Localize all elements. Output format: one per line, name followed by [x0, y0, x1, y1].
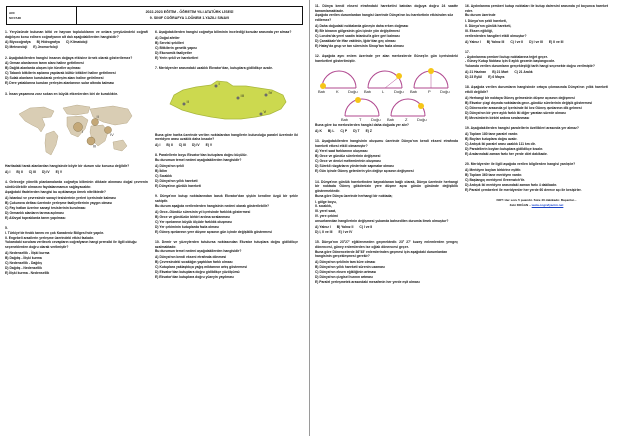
q18-option-a[interactable]: A) Herhangi bir noktaya Güneş gelmesinin düşme açısının değişmesi — [465, 95, 575, 100]
question-13 — [315, 139, 458, 175]
q8-option-a[interactable]: A) Dünya'nın şekli — [155, 163, 184, 168]
q3-option-e[interactable]: E) V — [55, 170, 63, 175]
q12-option-b[interactable]: B) L — [327, 128, 335, 133]
arc-p-west: Batı — [410, 88, 418, 94]
q1-option-b[interactable]: B) Hidrografya — [36, 40, 60, 45]
q5-option-e[interactable]: E) İlişki kurma - Nedensellik — [5, 271, 50, 276]
question-19 — [465, 126, 608, 157]
question-10 — [155, 240, 298, 280]
q10-options — [155, 255, 298, 280]
q4-option-b[interactable]: B) Çukurova deltası üzerinde yerleşme faaliyetlerinin yaygın olması — [5, 200, 113, 205]
q20-option-d[interactable]: D) Ardışık iki meridyen arasındaki zaman farkı 4 dakikadır. — [465, 182, 558, 187]
arc-row-top — [315, 66, 458, 94]
q2-option-e[interactable]: E) Dere yataklarına kurulan yerleşim alanlarının sular altında kalması — [5, 81, 115, 86]
q18-options — [465, 96, 608, 121]
q7-option-a[interactable]: A) I — [155, 143, 161, 148]
q6-number: 6. — [155, 30, 158, 34]
q12-option-c[interactable]: C) P — [340, 128, 348, 133]
question-15 — [315, 240, 458, 285]
q9-option-a[interactable]: A) Gece–Gündüz süresinin yıl içerisinde farklılık göstermesi — [155, 209, 251, 214]
arc-z-east: Doğu — [417, 116, 427, 122]
q15-option-e[interactable]: E) Paralel yerleşmetek arasındaki mesafenin her yerde eşit olması — [315, 280, 420, 285]
q17-number: 17. — [465, 49, 470, 54]
question-2 — [5, 56, 148, 87]
question-18 — [465, 85, 608, 121]
q14-stem: Buna göre Dünya üzerinde herhangi bir noktada; — [315, 193, 393, 198]
page1-columns — [5, 30, 304, 285]
q3-number: 3. — [5, 91, 8, 96]
arc-l-east: Doğu — [394, 88, 404, 94]
q8-option-e[interactable]: E) Dünya'nın günlük hareketi — [155, 184, 201, 189]
question-6 — [155, 30, 298, 61]
q16-option-a[interactable]: A) Yalnız I — [465, 39, 481, 44]
arc-label-k: K — [336, 88, 339, 94]
surname-label: SOYADI — [9, 15, 22, 20]
page2-column-1 — [315, 4, 458, 290]
q19-option-e[interactable]: E) Aralarındaki zaman farkı her yerde dört dakikadır. — [465, 151, 548, 156]
q9-stem: Bu durum aşağıda verilenlerden hangisinin nedeni olarak gösterilebilir? — [155, 203, 270, 208]
q13-text: Aşağıdakilerden hangisinin oluşumu üzerinde Dünya'nın kendi ekseni etrafında hareketi etkesi etkili olmamıştır? — [315, 138, 458, 148]
q3-option-a[interactable]: A) I — [5, 170, 11, 175]
q15-text: Dünya'nın 23°27' eğiklenmeden geçmektedir. 23° 27' kuzey enlemlerden yengeç dönencesi, güney enlemlerden ise oğlak dönencesi geçer. — [315, 240, 458, 249]
q3-followup: Haritadaki tarak alanlardan hangisinde böyle bir durum söz konusu değildir? — [5, 164, 130, 169]
q5-options — [5, 251, 148, 276]
q20-options — [465, 168, 608, 193]
q12-followup: Buna göre bu merkezlerden hangisi daha doğuda yer alır? — [315, 122, 409, 127]
q11-text: Dünya kendi ekseni etrafındaki hareketini batıdan doğuya doğru 24 saatte tamamlamaktadır. — [315, 4, 458, 13]
q13-number: 13. — [315, 138, 320, 143]
q13-option-a[interactable]: A) Yerel saat farklarının oluşması — [315, 149, 368, 154]
q12-text: Aşağıda aynı enlem üzerinde yer alan merkezlerde Güneş'in gün içerisindeki hareketleri gösterilmiştir. — [315, 54, 458, 64]
question-1 — [5, 30, 148, 51]
q17-option-d[interactable]: D) 23 Eylül — [465, 75, 483, 80]
q12-option-d[interactable]: D) T — [353, 128, 360, 133]
q5-option-c[interactable]: C) Nedensellik - Dağılış — [5, 261, 42, 266]
q1-text: Yeryüzünde bulunan bitki ve hayvan topluluklarını ve onlara yeryüzündeki coğrafi dağılışını konu edinen coğrafyanın alt dalı aşağıdakilerden hangisidir? — [5, 30, 148, 39]
q14-number: 14. — [315, 179, 320, 184]
q9-option-c[interactable]: C) Yer ışınlarının büyük ölçüde farklılık oluşması — [155, 219, 232, 224]
q16-stem-2: verilenlerden hangileri etkili olmuştur? — [465, 33, 527, 38]
q17-option-e[interactable]: E) 6 Mayıs — [488, 75, 505, 80]
q8-stem: Bu durumun temel nedeni aşağıdakilerden hangisidir? — [155, 158, 242, 163]
world-marker-2: II — [96, 114, 99, 120]
question-3 — [5, 92, 148, 175]
q16-option-b[interactable]: B) Yalnız III — [486, 39, 505, 44]
q8-number: 8. — [155, 153, 158, 158]
q11-option-c[interactable]: C) Londra'da yerel saatin İstanbul'a göre geri kalması — [315, 34, 400, 39]
q13-option-c[interactable]: C) Gece ve denizi meltemlerinin oluşması — [315, 159, 381, 164]
q9-options — [155, 210, 298, 235]
q19-number: 19. — [465, 126, 470, 131]
q16-premise-3: III. Eksen eğikliği, — [465, 29, 493, 33]
question-9 — [155, 194, 298, 234]
arc-t-west: Batı — [341, 116, 349, 122]
q4-option-d[interactable]: D) Ormanlık alanların tarıma açılması — [5, 210, 64, 215]
question-4 — [5, 180, 148, 220]
arc-row-bottom — [315, 94, 458, 122]
q15-number: 15. — [315, 240, 320, 245]
page1-column-1 — [5, 30, 148, 285]
q14-premise-3: III. yerel saat, — [315, 209, 337, 214]
q11-option-a[interactable]: A) Daha doğudaki noktalarda güneşin daha erken doğması — [315, 24, 409, 29]
exam-footer — [465, 198, 608, 208]
question-5 — [5, 226, 148, 276]
q20-option-e[interactable]: E) Paralel çemberleri ile meridyenler her yerde 60 derece açı ile kesişirler. — [465, 187, 582, 192]
q13-options — [315, 149, 458, 174]
q17-options — [465, 70, 608, 80]
turkey-marker-2: II — [186, 98, 189, 104]
q19-text: Aşağıdakilerden hangisi paralellerin özellikleri arasında yer almaz? — [470, 126, 579, 131]
q6-option-b[interactable]: B) Servisi şekilleri — [155, 40, 184, 45]
question-20 — [465, 162, 608, 193]
q10-stem: Bu durumun temel nedeni aşağıdakilerden hangisidir? — [155, 249, 242, 254]
q11-options — [315, 24, 458, 49]
q14-option-d[interactable]: D) I, II ve III — [315, 229, 333, 234]
question-12 — [315, 54, 458, 133]
q19-options — [465, 132, 608, 157]
turkey-marker-4: IV — [268, 89, 272, 95]
q18-option-d[interactable]: D) Dünya'nın bir yere aylık farklı iki diğer yaratan sürede olması — [465, 110, 566, 115]
q5-option-d[interactable]: D) Dağılış - Nedensellik — [5, 266, 42, 271]
q1-option-d[interactable]: D) Meteoroloji — [5, 45, 28, 50]
q2-text: Aşağıdakilerden hangisi insanın doğaya etkisine örnek olarak gösterilemez? — [8, 55, 133, 60]
q19-option-a[interactable]: A) Toplam 180 tane paralel vardır. — [465, 131, 519, 136]
q10-text: Demir ve yüzeylerden tutulursa noktasından Ekvator tutuşlara doğru gidildikçe azalmaktadır. — [155, 239, 298, 249]
q14-option-e[interactable]: E) I ve IV — [338, 229, 353, 234]
q14-premise-2: II. sıcaklık, — [315, 204, 332, 209]
q2-option-c[interactable]: C) Tabanlı bitkilerin aşılama yapılarak kültür bitkileri haline getirilmesi — [5, 71, 116, 76]
q9-option-b[interactable]: B) Gece ve gündüzün birbiri ardına sıralanması — [155, 214, 230, 219]
q4-stem: Aşağıdaki ifadelerden hangisi bu açıklamaya örnek niteliktedir? — [5, 189, 106, 194]
turkey-marker-1: I — [218, 80, 220, 86]
q11-stem: Aşağıda verilen durumlardan hangisi üzerinde Dünya'nın bu hareketinin etkisinden söz edilemez? — [315, 13, 454, 23]
q2-option-a[interactable]: A) Orman alanlarının tarım alanı haline getirilmesi — [5, 61, 84, 66]
page2-column-2 — [465, 4, 608, 290]
arc-label-t: T — [359, 116, 362, 122]
q16-option-c[interactable]: C) I ve II — [510, 39, 524, 44]
arc-t-east: Doğu — [371, 116, 381, 122]
q12-option-e[interactable]: E) Z — [365, 128, 372, 133]
q11-option-e[interactable]: E) Hatay'da grup ve tan süresinin Sinop'tan fazla olması — [315, 44, 404, 49]
q9-number: 9. — [155, 194, 158, 199]
q9-option-e[interactable]: E) Güneş ışınlarının yere düşme açısının gün içinde değişiklik göstermesi — [155, 229, 272, 234]
q3-text: İnsan yaşamına zorz sokan en büyük etkenlerden biri de kuraklıktır. — [8, 91, 118, 96]
q6-text: Aşağıdakilerden hangisi coğrafya biliminin incelediği konular arasında yer almaz? — [158, 30, 292, 34]
exam-title-line1: 2022-2023 EĞİTİM - ÖĞRETİM YILI ATATÜRK LİSESİ — [145, 9, 234, 14]
q7-number: 7. — [155, 66, 158, 70]
question-11 — [315, 4, 458, 49]
q17-option-c[interactable]: C) 21 Aralık — [514, 70, 533, 75]
arc-label-z: Z — [405, 116, 408, 122]
q10-option-d[interactable]: D) Ekvator'dan kutuplara doğru gidildikçe yüzölçümü — [155, 270, 240, 275]
question-16 — [465, 4, 608, 45]
arc-k-east: Doğu — [348, 88, 358, 94]
exam-title-line2: 9. SINIF COĞRAFYA 1.DÖNEM 1.YAZILI SINAVI — [149, 15, 230, 20]
q6-option-d[interactable]: D) Ekonomik faaliyetler — [155, 50, 192, 55]
q5-option-b[interactable]: B) Dağılış - İlişki kurma — [5, 256, 42, 261]
q3-option-c[interactable]: C) III — [28, 170, 36, 175]
q1-option-e[interactable]: E) Jeomorfoloji — [33, 45, 58, 50]
q14-premise-5: unsurlarından hangilerinin değişmesi yukarıda bahsedilen durumla ilmek olmuştur? — [315, 218, 449, 223]
q16-text: Aydınlanma çemberi kutup noktaları ile kutup dairesini arasında yıl boyunca hareket eder. — [465, 4, 608, 13]
q19-option-b[interactable]: B) Boyları kutuplara doğru azalır. — [465, 136, 518, 141]
arc-l-west: Batı — [364, 88, 372, 94]
q18-option-e[interactable]: E) Mevsimlerin birbiri ardına sıralanması — [465, 115, 530, 120]
turkey-marker-3: III — [240, 92, 244, 98]
q13-option-d[interactable]: D) Sürekli rüzgârların yönlerinde sapmalar olması — [315, 164, 394, 169]
exam-title-block — [77, 7, 302, 24]
q9-text: Dünya'nın kutup noktalarından basık Ekvator'dan şişkin kendine özgü bir şekle sahiptir. — [155, 194, 298, 203]
q17-option-a[interactable]: A) 21 Haziran — [465, 70, 487, 75]
arc-k-west: Batı — [318, 88, 326, 94]
q10-number: 10. — [155, 239, 160, 244]
q8-option-c[interactable]: C) Sıcaklık — [155, 174, 172, 179]
student-info-block — [7, 7, 77, 24]
q7-options — [155, 143, 298, 148]
q16-premise-2: II. Dünya'nın günlük hareketi, — [465, 24, 512, 29]
q3-option-d[interactable]: D) IV — [41, 170, 50, 175]
world-marker-3: III — [92, 143, 96, 149]
question-17 — [465, 50, 608, 80]
q4-options — [5, 196, 148, 221]
q14-option-a[interactable]: A) Yalnız I — [315, 224, 331, 229]
q12-number: 12. — [315, 54, 320, 59]
q1-number: 1. — [5, 30, 8, 34]
q16-premise-1: I. Dünya'nın şekli hareketi, — [465, 19, 507, 24]
footer-author: Zeki DOĞAN – — [509, 203, 532, 208]
q15-stem: Buna göre Dönencelerde 36°45' enlemlerinden geçmesi için aşağıdaki durumlardan hangisinin gerçekleşmesi gerekir? — [315, 249, 448, 259]
q17-premise-2: - Güney Kutup Noktası için 6 aylık gecenin başlangıcıdır. — [465, 59, 555, 64]
q15-option-a[interactable]: A) Dünya'nın şeklinin tam küre olması — [315, 260, 376, 265]
q20-option-c[interactable]: C) Başlangıç meridyeni Greenwich'tir. — [465, 177, 525, 182]
q5-number: 5. — [5, 225, 8, 230]
q5-stem: Yukarıdaki sorulara verilecek cevapların coğrafyanın hangi prensibi ile ilgili olduğu seçeneklerden doğru olarak verilmiştir? — [5, 240, 137, 250]
q1-options — [5, 40, 148, 50]
q8-option-b[interactable]: B) İklim — [155, 169, 168, 173]
q8-option-d[interactable]: D) Dünya'nın yıllık hareketi — [155, 179, 198, 184]
q3-option-b[interactable]: B) II — [16, 170, 23, 175]
question-8 — [155, 153, 298, 189]
q7-option-b[interactable]: B) II — [166, 143, 173, 148]
q13-option-e[interactable]: E) Gün içinde Güneş gelenlerin yön değişe açısının değişmesi — [315, 169, 414, 174]
q14-options — [315, 225, 458, 235]
arc-diagrams-figure — [315, 66, 458, 122]
question-7 — [155, 66, 298, 148]
q3-options — [5, 170, 148, 175]
q7-option-d[interactable]: D) IV — [191, 143, 200, 148]
q18-option-b[interactable]: B) Ekvator çizgi dışında noktalarda gece–gündüz sürelerinin değişik göstermesi — [465, 100, 593, 105]
q2-options — [5, 61, 148, 86]
q20-number: 20. — [465, 162, 470, 167]
q18-text: Aşağıda verilen durumların hangisinde ortaya çıkmasında Dünya'nın yıllık hareketi etkili değildir? — [465, 85, 608, 95]
q11-number: 11. — [315, 4, 320, 8]
world-marker-1: I — [81, 129, 83, 135]
arc-label-l: L — [382, 88, 385, 94]
q18-option-c[interactable]: C) Dönenceler arasında yıl içerisinde iki kez Güneş ışınlarının dik gelmesi — [465, 105, 582, 110]
q6-option-e[interactable]: E) Yerin şekli ve hareketleri — [155, 55, 199, 60]
q14-option-c[interactable]: C) I ve II — [359, 224, 373, 229]
q16-stem: Bu durum üzerinde — [465, 13, 496, 18]
q7-followup: Buna göre harita üzerinde verilen noktalardan hangilerin bulunduğu paralel üzerinde iki meridyen arası uzaklık daha kısadır? — [155, 132, 298, 142]
q8-text: Paralellerin boyu Ekvator'dan kutuplara doğru küçülür. — [158, 153, 248, 158]
q20-text: Meridyenler ile ilgili aşağıda verilen bilgilerden hangisi yanlıştır? — [470, 162, 576, 167]
world-marker-4: IV — [109, 132, 114, 138]
exam-page-2 — [310, 0, 620, 436]
q15-option-c[interactable]: C) Dünya'nın eksen eğikliğinin artması — [315, 270, 377, 275]
footer-note: NOT: Her soru 5 puandır. Süre 40 dakikadır. Başarılar... — [496, 198, 577, 203]
q12-options — [315, 129, 458, 134]
name-label: ADI — [9, 10, 15, 15]
q5-premise-1: I. Türkiye'de fındık tarımı en çok Karadeniz Bölgesi'nde yapılır. — [5, 230, 104, 235]
q6-option-c[interactable]: C) Bitkilerin genetik yapısı — [155, 45, 197, 50]
footer-link[interactable]: www.cografyacim.net — [531, 203, 564, 208]
q5-option-a[interactable]: A) Nedensellik - İlişki kurma — [5, 251, 50, 256]
q11-option-d[interactable]: D) Çanakkale'de iftar vaktinin, Iğdır'dan geç olması — [315, 39, 396, 44]
q17-option-b[interactable]: B) 21 Mart — [492, 70, 509, 75]
exam-header — [6, 6, 303, 25]
q18-number: 18. — [465, 85, 470, 90]
q20-option-a[interactable]: A) Meridyen boyları birbirine eşittir. — [465, 167, 522, 172]
q4-text: Geleceğe yönelik planlamalarda coğrafya biliminin dikkate alınması doğal çevrenin sürdürülebilir olmasını faydalanmamızı sağlayacaktır. — [5, 180, 148, 190]
q5-premise-2: II. Engebeli arazilerin yerleşme üzerindeki etkisi fazladır. — [5, 235, 95, 240]
q14-text: Dünya'nın günlük hareketinden kaynaklanan bağlı olarak, Dünya üzerinde herhangi bir noktada Güneş gökdenizin yere düşme açısı günün gününde değişiklik göstermektedir. — [315, 179, 458, 194]
q4-option-a[interactable]: A) İstanbul ve çevresinde sanayi tesislerinin yerleri içerisinde kalması — [5, 195, 116, 200]
page2-columns — [315, 4, 615, 290]
q2-option-d[interactable]: D) Sulak alanların kurutularak yerleşim alanı haline getirilmesi — [5, 76, 104, 81]
q6-option-a[interactable]: A) Doğal afetler — [155, 35, 180, 40]
q10-option-a[interactable]: A) Dünya'nın kendi ekseni etrafında dönmesi — [155, 255, 227, 260]
page1-column-2 — [155, 30, 298, 285]
turkey-map-figure — [155, 73, 298, 131]
q2-option-b[interactable]: B) Dağlık alanlarda ulaşım için tüneller açılması — [5, 66, 81, 71]
question-14 — [315, 180, 458, 235]
q14-premise-1: I. gölge boyu, — [315, 199, 337, 204]
q7-option-c[interactable]: C) III — [178, 143, 186, 148]
q8-options — [155, 164, 298, 189]
q15-options — [315, 260, 458, 285]
world-map-figure — [5, 99, 148, 161]
q11-option-b[interactable]: B) Bir binanın gölgesinin gün içinde yön değiştirmesi — [315, 29, 400, 34]
q17-premise-1: - Aydınlanma çemberi kutup noktalarına teğet geçer. — [465, 54, 548, 59]
q19-option-c[interactable]: C) Ardışık iki paralel arası uzaklık 111 km dir. — [465, 141, 536, 146]
q9-option-d[interactable]: D) Yer çekiminin kutuplarda fazla olması — [155, 224, 219, 229]
q17-stem: Yukarıda verilen durumların gerçekleştiği tarih hangi seçenekte doğru verilmiştir? — [465, 64, 595, 69]
q10-option-c[interactable]: C) Kutuplara yaklaştıkça yağış miktarının artış göstermesi — [155, 265, 247, 270]
q1-option-c[interactable]: C) Klimatoloji — [65, 40, 88, 45]
q6-options — [155, 36, 298, 61]
q7-option-e[interactable]: E) V — [205, 143, 213, 148]
q16-option-d[interactable]: D) I ve III — [529, 39, 543, 44]
arc-label-p: P — [428, 88, 431, 94]
q4-option-e[interactable]: E) Alüvyal topraklarda tarım yapılması — [5, 215, 66, 220]
q7-text: Meridyenler arasındaki uzaklık Ekvator'dan, kutuplara gidildikçe azalır. — [158, 66, 273, 70]
q12-option-a[interactable]: A) K — [315, 128, 322, 133]
q15-option-d[interactable]: D) Dünya'nın çizgisel hızının artması — [315, 275, 373, 280]
q15-option-b[interactable]: B) Dünya'nın yıllık hareketi sürenin uzaması — [315, 265, 385, 270]
q20-option-b[interactable]: B) Toplam 360 tane meridyen vardır. — [465, 172, 523, 177]
q10-option-b[interactable]: B) Çevresindeki sıcaklığın yaptıkları farklı olması — [155, 260, 233, 265]
q4-option-c[interactable]: C) Fay hatları üzerine sanayi tesislerinin kurulması — [5, 205, 86, 210]
q2-number: 2. — [5, 55, 8, 60]
arc-p-east: Doğu — [440, 88, 450, 94]
q13-option-b[interactable]: B) Gece ve gündüz sürelerinin değişmesi — [315, 154, 381, 159]
q10-option-e[interactable]: E) Ekvator'dan kutuplara doğru yüzeyin yayılması — [155, 275, 234, 280]
arc-z-west: Batı — [387, 116, 395, 122]
q14-premise-4: IV. yere çekimi — [315, 214, 338, 219]
turkey-marker-5: V — [263, 108, 266, 114]
q16-number: 16. — [465, 4, 470, 8]
q16-option-e[interactable]: E) II ve III — [548, 39, 564, 44]
q16-options — [465, 40, 608, 45]
q1-option-a[interactable]: A) Biyocoğrafya — [5, 40, 31, 45]
q19-option-d[interactable]: D) Paralellerin boyları kutuplara gidildikçe kısalır. — [465, 146, 544, 151]
q14-option-b[interactable]: B) Yalnız II — [336, 224, 354, 229]
q4-number: 4. — [5, 180, 8, 185]
